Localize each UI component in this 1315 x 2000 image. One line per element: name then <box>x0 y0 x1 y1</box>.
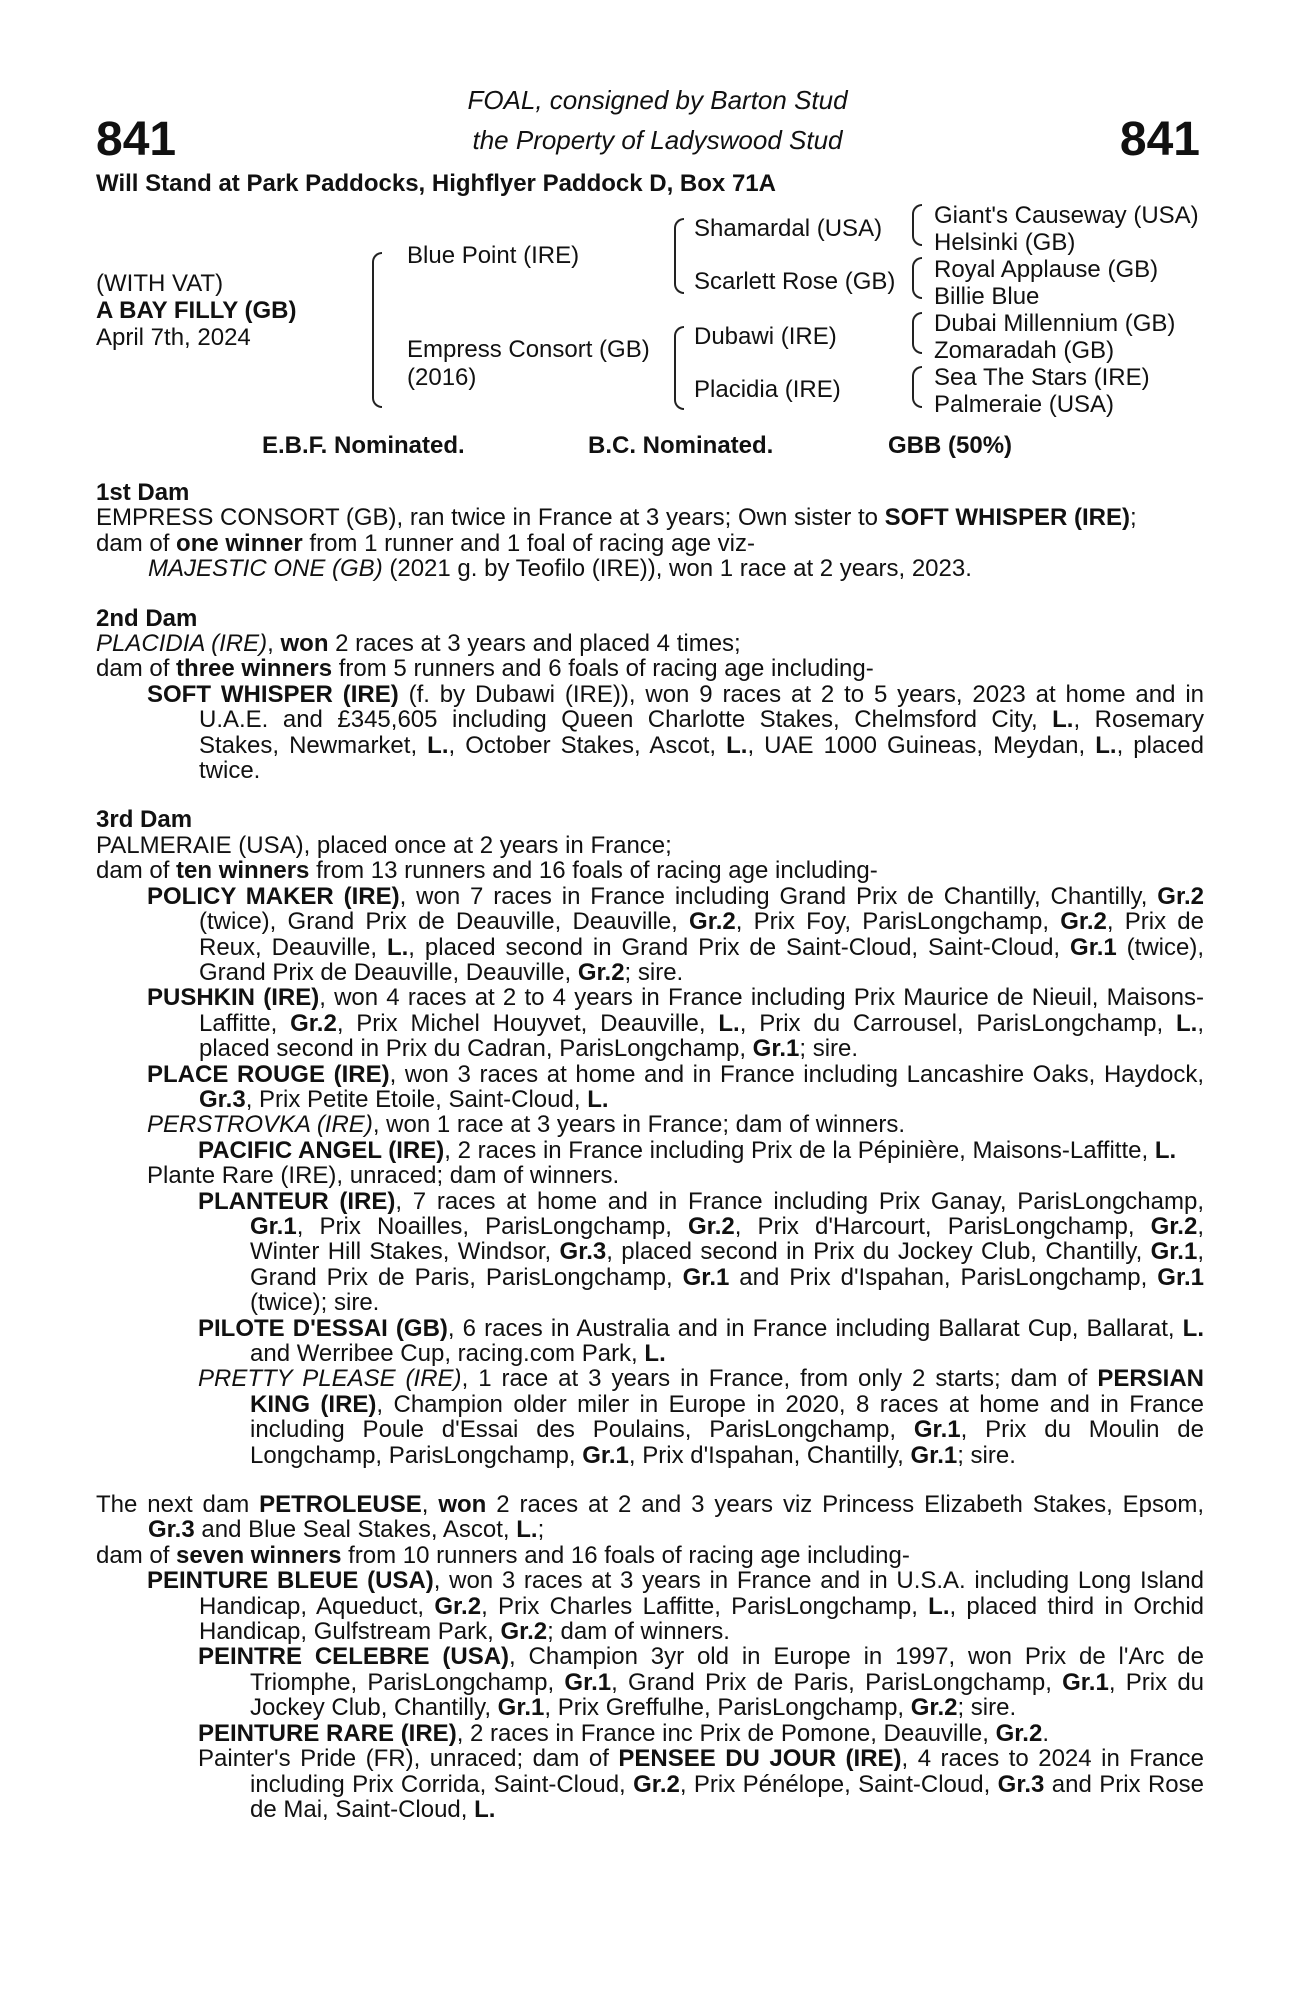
consignment <box>0 80 1315 160</box>
dam: Empress Consort (GB) <box>407 336 650 363</box>
produce-majestic-one: MAJESTIC ONE (GB) (2021 g. by Teofilo (IRE)), won 1 race at 2 years, 2023. <box>148 555 972 583</box>
bc-nomination: B.C. Nominated. <box>588 432 774 459</box>
first-dam-entry: EMPRESS CONSORT (GB), ran twice in France at 3 years; Own sister to SOFT WHISPER (IRE); <box>96 504 1137 532</box>
third-dam-produce: dam of ten winners from 13 runners and 16 foals of racing age including- <box>96 857 878 885</box>
grandsire-maternal: Dubawi (IRE) <box>694 323 837 350</box>
dam-year: (2016) <box>407 364 477 391</box>
third-dam-heading: 3rd Dam <box>96 806 193 834</box>
granddam-paternal: Scarlett Rose (GB) <box>694 268 896 295</box>
catalogue-body <box>96 480 1204 1822</box>
foaling-date: April 7th, 2024 <box>96 324 251 351</box>
second-dam-heading: 2nd Dam <box>96 604 198 632</box>
produce-soft-whisper: SOFT WHISPER (IRE) (f. by Dubawi (IRE)), won 9 races at 2 to 5 years, 2023 at home and in U.A.E. and £345,605 including Queen Charlotte Stakes, Chelmsford City, L., Rosemary Stakes, Newmarket, L., October Stakes, Ascot, L., UAE 1000 Guineas, Meydan, L., placed twice. <box>147 680 1205 785</box>
produce-pacific-angel: PACIFIC ANGEL (IRE), 2 races in France including Prix de la Pépinière, Maisons-Laffitte, L. <box>198 1136 1177 1164</box>
ggparent-5: Dubai Millennium (GB) <box>934 310 1176 337</box>
grandsire-paternal: Shamardal (USA) <box>694 215 883 242</box>
pedigree-brace <box>372 252 382 408</box>
ggparent-1: Giant's Causeway (USA) <box>934 202 1199 229</box>
gbb-nomination: GBB (50%) <box>888 432 1013 459</box>
brace-g4-4 <box>912 366 922 408</box>
horse-name: A BAY FILLY (GB) <box>96 297 297 324</box>
produce-painters-pride: Painter's Pride (FR), unraced; dam of PENSEE DU JOUR (IRE), 4 races to 2024 in France including Prix Corrida, Saint-Cloud, Gr.2, Prix Pénélope, Saint-Cloud, Gr.3 and Prix Rose de Mai, Saint-Cloud, L. <box>198 1745 1204 1823</box>
produce-plante-rare: Plante Rare (IRE), unraced; dam of winners. <box>147 1162 620 1190</box>
brace-g4-3 <box>912 312 922 354</box>
brace-g4-2 <box>912 257 922 299</box>
next-dam-produce: dam of seven winners from 10 runners and 16 foals of racing age including- <box>96 1541 910 1569</box>
lot-number-right: 841 <box>1119 113 1200 166</box>
second-dam-produce: dam of three winners from 5 runners and 6 foals of racing age including- <box>96 655 874 683</box>
produce-peintre-celebre: PEINTRE CELEBRE (USA), Champion 3yr old in Europe in 1997, won Prix de l'Arc de Triomphe, ParisLongchamp, Gr.1, Grand Prix de Paris, ParisLongchamp, Gr.1, Prix du Jockey Club, Chantilly, Gr.1, Prix Greffulhe, ParisLongchamp, Gr.2; sire. <box>198 1643 1205 1722</box>
produce-peinture-rare: PEINTURE RARE (IRE), 2 races in France inc Prix de Pomone, Deauville, Gr.2. <box>198 1719 1049 1747</box>
third-dam-entry: PALMERAIE (USA), placed once at 2 years in France; <box>96 831 672 859</box>
produce-peinture-bleue: PEINTURE BLEUE (USA), won 3 races at 3 years in France and in U.S.A. including Long Island Handicap, Aqueduct, Gr.2, Prix Charles Laffitte, ParisLongchamp, L., placed third in Orchid Handicap, Gulfstream Park, Gr.2; dam of winners. <box>147 1567 1205 1646</box>
produce-pushkin: PUSHKIN (IRE), won 4 races at 2 to 4 years in France including Prix Maurice de Nieuil, Maisons-Laffitte, Gr.2, Prix Michel Houyvet, Deauville, L., Prix du Carrousel, ParisLongchamp, L., placed second in Prix du Cadran, ParisLongchamp, Gr.1; sire. <box>147 984 1205 1063</box>
ggparent-8: Palmeraie (USA) <box>934 391 1115 418</box>
produce-perstrovka: PERSTROVKA (IRE), won 1 race at 3 years in France; dam of winners. <box>147 1111 906 1139</box>
ggparent-6: Zomaradah (GB) <box>934 337 1115 364</box>
consignor-line: FOAL, consigned by Barton Stud <box>467 85 848 115</box>
ebf-nomination: E.B.F. Nominated. <box>262 432 465 459</box>
second-dam-entry: PLACIDIA (IRE), won 2 races at 3 years and placed 4 times; <box>96 630 741 658</box>
ggparent-7: Sea The Stars (IRE) <box>934 364 1150 391</box>
produce-planteur: PLANTEUR (IRE), 7 races at home and in France including Prix Ganay, ParisLongchamp, Gr.1, Prix Noailles, ParisLongchamp, Gr.2, Prix d'Harcourt, ParisLongchamp, Gr.2, Winter Hill Stakes, Windsor, Gr.3, placed second in Prix du Jockey Club, Chantilly, Gr.1, Grand Prix de Paris, ParisLongchamp, Gr.1 and Prix d'Ispahan, ParisLongchamp, Gr.1 (twice); sire. <box>198 1187 1204 1317</box>
produce-pretty-please: PRETTY PLEASE (IRE), 1 race at 3 years in France, from only 2 starts; dam of PERSIAN KING (IRE), Champion older miler in Europe in 2020, 8 races at home and in France including Poule d'Essai des Poulains, ParisLongchamp, Gr.1, Prix du Moulin de Longchamp, ParisLongchamp, Gr.1, Prix d'Ispahan, Chantilly, Gr.1; sire. <box>198 1365 1204 1469</box>
stand-location: Will Stand at Park Paddocks, Highflyer Paddock D, Box 71A <box>96 170 776 197</box>
ggparent-4: Billie Blue <box>934 283 1040 310</box>
dam-brace <box>674 326 684 410</box>
next-dam-entry: The next dam PETROLEUSE, won 2 races at 2 and 3 years viz Princess Elizabeth Stakes, Epsom, Gr.3 and Blue Seal Stakes, Ascot, L.; <box>96 1491 1204 1544</box>
property-line: the Property of Ladyswood Stud <box>472 125 843 155</box>
sire: Blue Point (IRE) <box>407 242 580 269</box>
ggparent-3: Royal Applause (GB) <box>934 256 1159 283</box>
produce-place-rouge: PLACE ROUGE (IRE), won 3 races at home and in France including Lancashire Oaks, Haydock, Gr.3, Prix Petite Etoile, Saint-Cloud, L. <box>147 1060 1204 1113</box>
vat-label: (WITH VAT) <box>96 270 224 297</box>
produce-policy-maker: POLICY MAKER (IRE), won 7 races in France including Grand Prix de Chantilly, Chantilly, Gr.2 (twice), Grand Prix de Deauville, Deauville, Gr.2, Prix Foy, ParisLongchamp, Gr.2, Prix de Reux, Deauville, L., placed second in Grand Prix de Saint-Cloud, Saint-Cloud, Gr.1 (twice), Grand Prix de Deauville, Deauville, Gr.2; sire. <box>147 882 1205 986</box>
first-dam-produce: dam of one winner from 1 runner and 1 foal of racing age viz- <box>96 529 755 557</box>
brace-g4-1 <box>912 204 922 246</box>
ggparent-2: Helsinki (GB) <box>934 229 1076 256</box>
lot-number: 841 <box>96 113 177 166</box>
granddam-maternal: Placidia (IRE) <box>694 376 841 403</box>
produce-pilote-dessai: PILOTE D'ESSAI (GB), 6 races in Australia and in France including Ballarat Cup, Ballarat, L. and Werribee Cup, racing.com Park, L. <box>198 1314 1204 1367</box>
sire-brace <box>674 218 684 294</box>
first-dam-heading: 1st Dam <box>96 479 190 506</box>
